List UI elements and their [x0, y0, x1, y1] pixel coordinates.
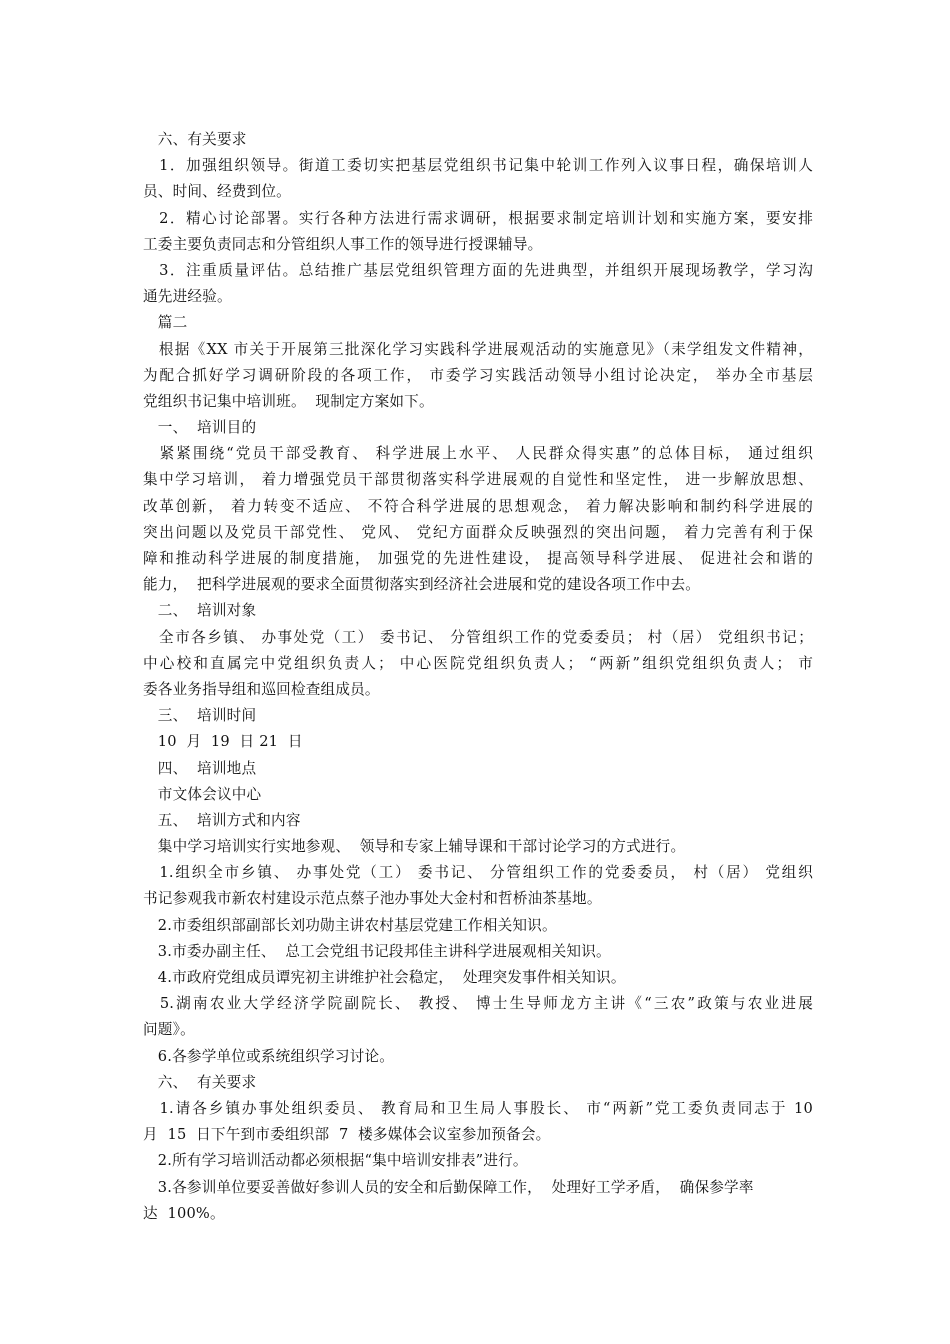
text-line: 六、有关要求: [143, 131, 247, 148]
text-line: 2．精心讨论部署。实行各种方法进行需求调研，根据要求制定培训计划和实施方案，要安排: [143, 209, 813, 227]
document-page: [143, 127, 813, 1227]
text-line: 3.各参训单位要妥善做好参训人员的安全和后勤保障工作， 处理好工学矛盾， 确保参学率: [143, 1178, 754, 1196]
text-line: 1．加强组织领导。街道工委切实把基层党组织书记集中轮训工作列入议事日程，确保培训人: [143, 157, 813, 175]
text-line: 四、 培训地点: [143, 759, 257, 777]
text-line: 达 100%。: [143, 1204, 225, 1222]
text-line: 市文体会议中心: [143, 785, 262, 803]
text-line: 党组织书记集中培训班。 现制定方案如下。: [143, 392, 434, 410]
text-line: 委各业务指导组和巡回检查组成员。: [143, 680, 380, 698]
text-line: 根据《XX 市关于开展第三批深化学习实践科学进展观活动的实施意见》（耒学组发文件精神，: [143, 340, 813, 358]
text-line: 书记参观我市新农村建设示范点蔡子池办事处大金村和哲桥油茶基地。: [143, 890, 602, 908]
text-line: 障和推动科学进展的制度措施， 加强党的先进性建设， 提高领导科学进展、 促进社会和谐的: [143, 550, 813, 567]
text-line: 能力， 把科学进展观的要求全面贯彻落实到经济社会进展和党的建设各项工作中去。: [143, 576, 701, 594]
text-line: 5.湖南农业大学经济学院副院长、 教授、 博士生导师龙方主讲《“三农”政策与农业进展: [143, 995, 813, 1013]
text-line: 一、 培训目的: [143, 419, 257, 437]
text-line: 五、 培训方式和内容: [143, 811, 301, 829]
text-line: 改革创新， 着力转变不适应、 不符合科学进展的思想观念， 着力解决影响和制约科学进展的: [143, 497, 813, 515]
text-line: 集中学习培训， 着力增强党员干部贯彻落实科学进展观的自觉性和坚定性， 进一步解放思想、: [143, 471, 813, 489]
text-line: 3．注重质量评估。总结推广基层党组织管理方面的先进典型，并组织开展现场教学，学习沟: [143, 261, 813, 279]
text-line: 六、 有关要求: [143, 1073, 257, 1091]
text-line: 通先进经验。: [143, 288, 232, 306]
text-line: 中心校和直属完中党组织负责人； 中心医院党组织负责人； “两新”组织党组织负责人； 市: [143, 654, 813, 672]
text-line: 2.所有学习培训活动都必须根据“集中培训安排表”进行。: [143, 1152, 528, 1170]
text-line: 全市各乡镇、 办事处党（工） 委书记、 分管组织工作的党委委员； 村（居） 党组织书记；: [143, 628, 813, 646]
text-line: 集中学习培训实行实地参观、 领导和专家上辅导课和干部讨论学习的方式进行。: [143, 838, 686, 856]
text-line: 突出问题以及党员干部党性、 党风、 党纪方面群众反映强烈的突出问题， 着力完善有利于保: [143, 523, 813, 541]
text-line: 问题》。: [143, 1021, 195, 1039]
text-line: 4.市政府党组成员谭宪初主讲维护社会稳定， 处理突发事件相关知识。: [143, 969, 626, 986]
text-line: 三、 培训时间: [143, 707, 257, 725]
text-line: 二、 培训对象: [143, 602, 257, 620]
text-line: 工委主要负责同志和分管组织人事工作的领导进行授课辅导。: [143, 235, 543, 253]
text-line: 3.市委办副主任、 总工会党组书记段邦佳主讲科学进展观相关知识。: [143, 942, 611, 960]
text-line: 6.各参学单位或系统组织学习讨论。: [143, 1047, 395, 1065]
text-line: 月 15 日下午到市委组织部 7 楼多媒体会议室参加预备会。: [143, 1126, 551, 1144]
text-line: 为配合抓好学习调研阶段的各项工作， 市委学习实践活动领导小组讨论决定， 举办全市基层: [143, 366, 813, 384]
text-line: 员、时间、经费到位。: [143, 183, 291, 201]
text-line: 1.组织全市乡镇、 办事处党（工） 委书记、 分管组织工作的党委委员， 村（居） 党组织: [143, 864, 813, 882]
text-line: 篇二: [143, 314, 188, 332]
text-line: 2.市委组织部副部长刘功勋主讲农村基层党建工作相关知识。: [143, 916, 557, 934]
text-line: 紧紧围绕“党员干部受教育、 科学进展上水平、 人民群众得实惠”的总体目标， 通过组织: [143, 445, 813, 463]
text-line: 10 月 19 日 21 日: [143, 733, 303, 751]
text-line: 1.请各乡镇办事处组织委员、 教育局和卫生局人事股长、 市“两新”党工委负责同志于 10: [143, 1099, 813, 1117]
